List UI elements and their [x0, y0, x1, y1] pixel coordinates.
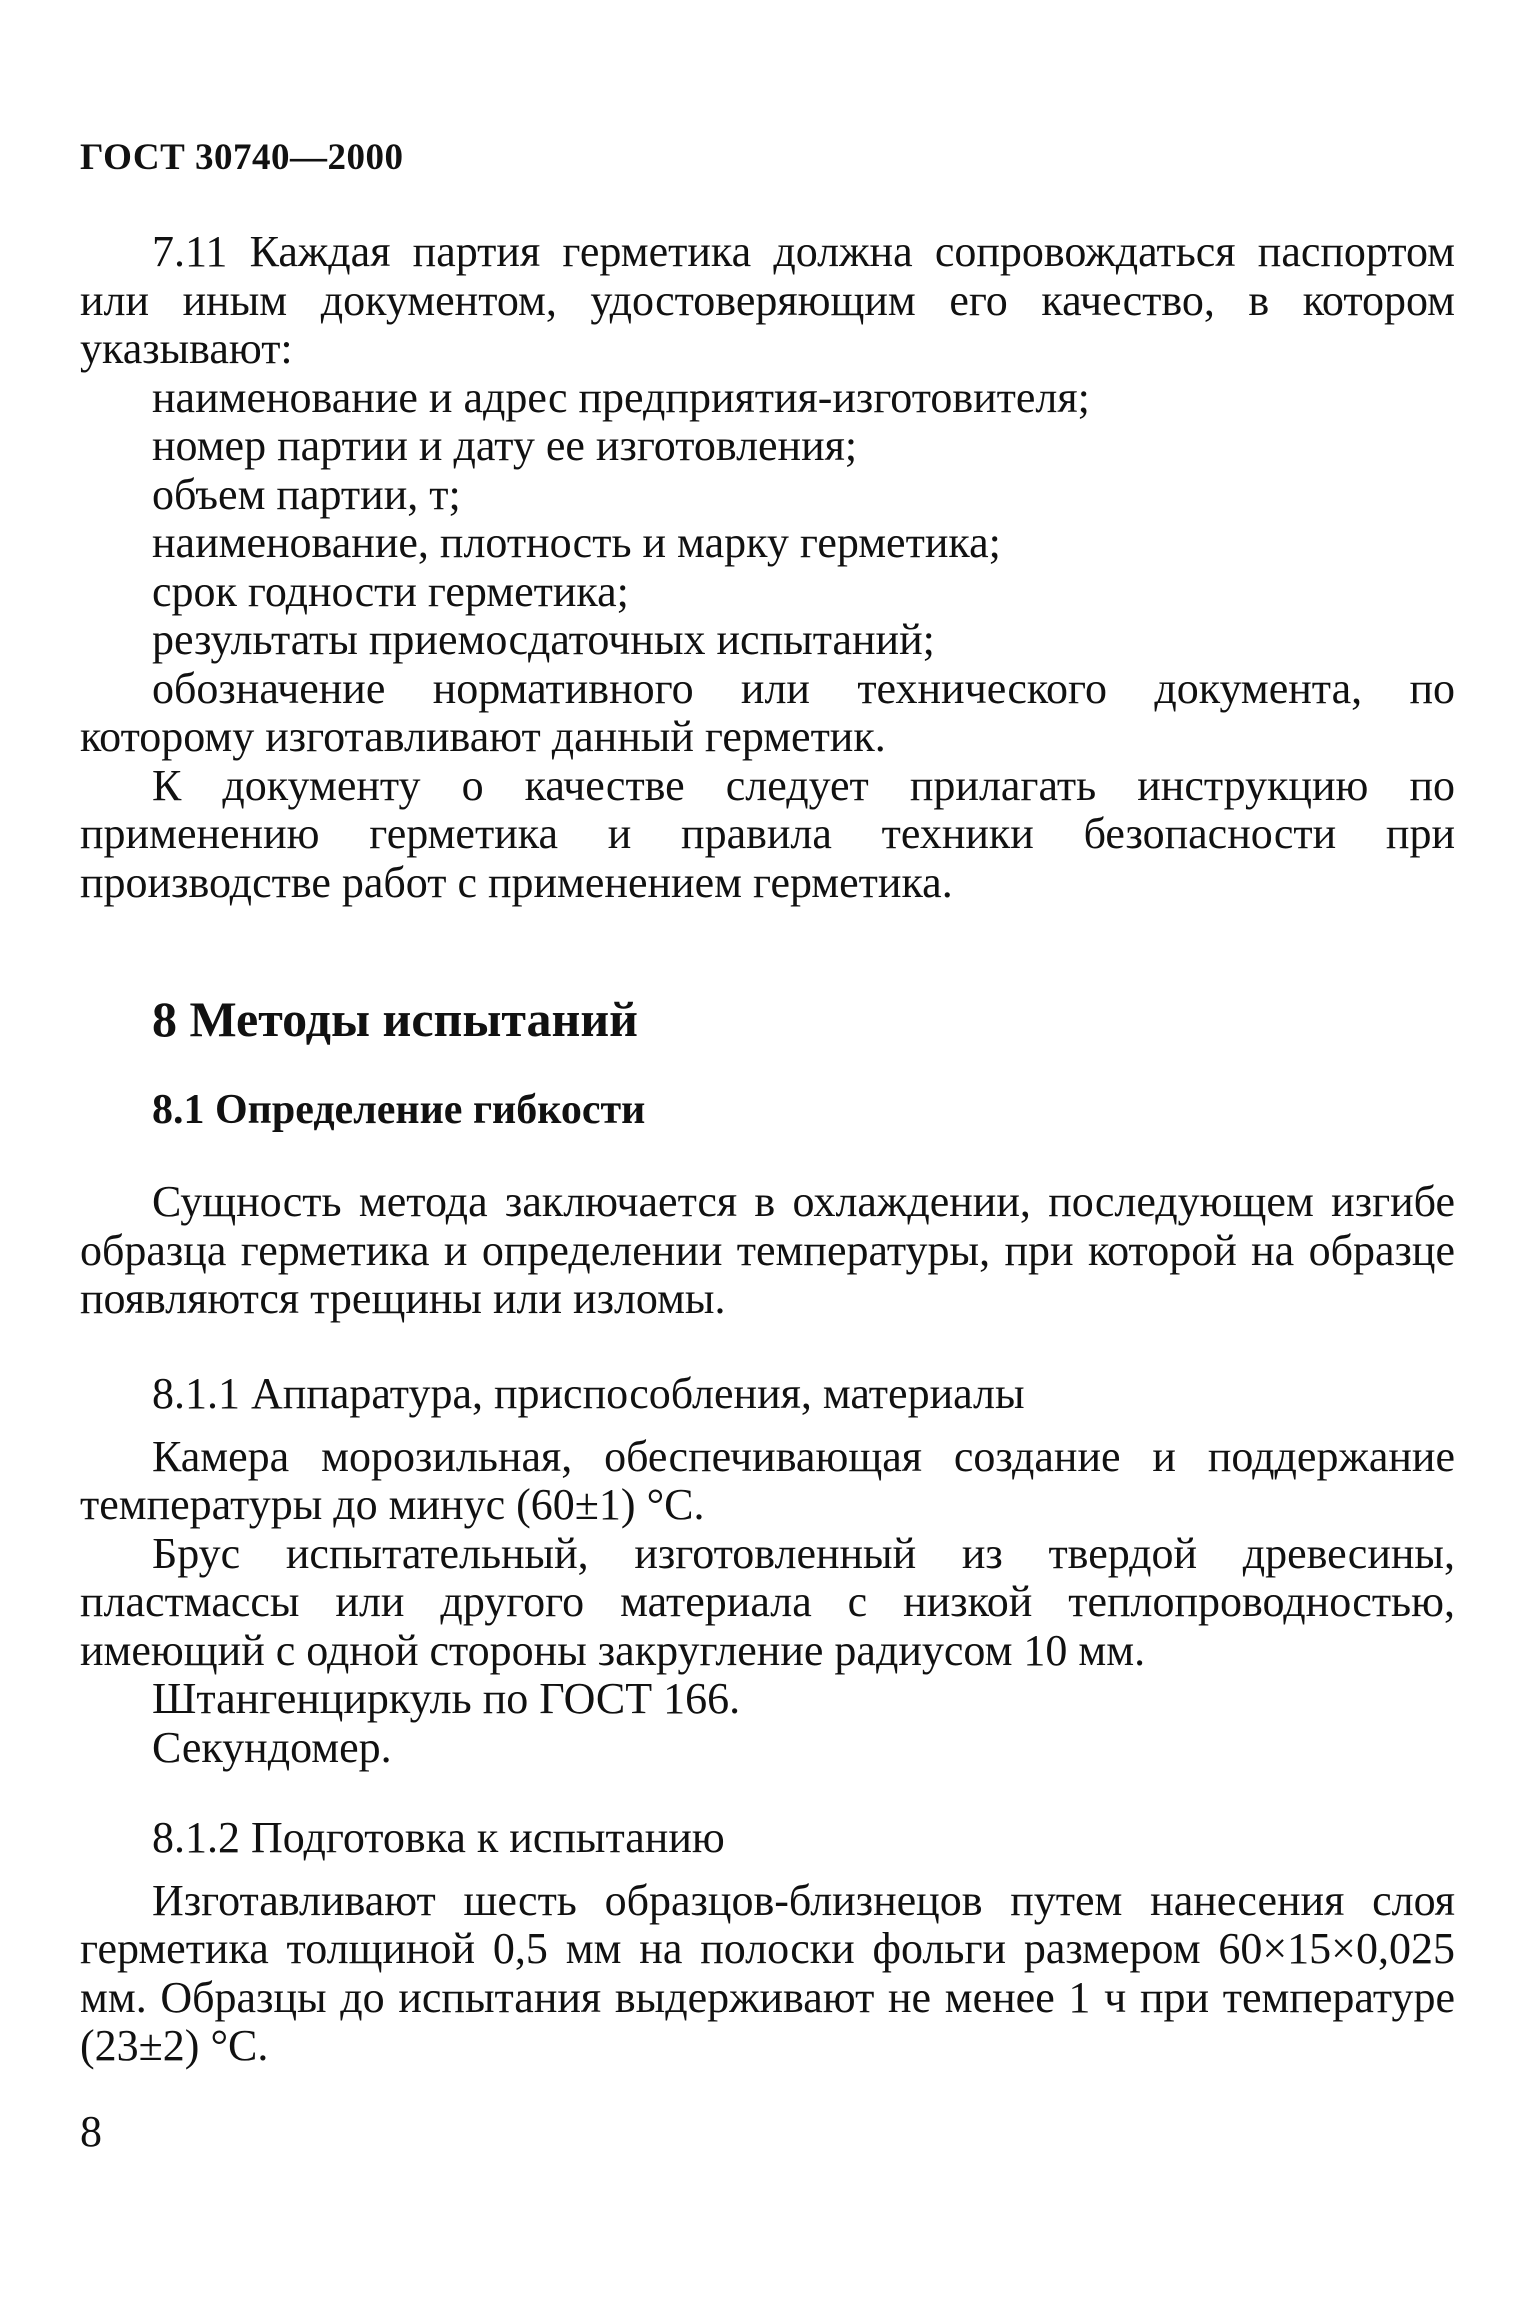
section-8-1-2	[80, 1814, 1455, 2071]
section-7-11-intro: 7.11 Каждая партия герметика должна сопровождаться паспортом или иным документом, удостоверяющим его качество, в котором указывают:	[80, 227, 1455, 373]
list-item: срок годности герметика;	[152, 566, 629, 616]
equipment-item: Секундомер.	[152, 1722, 392, 1772]
section-7-11	[80, 228, 1455, 907]
section-8-1-title: 8.1 Определение гибкости	[152, 1087, 646, 1133]
document-page	[80, 0, 1460, 2320]
list-item: объем партии, т;	[152, 469, 461, 519]
list-item: наименование и адрес предприятия-изготовителя;	[152, 372, 1090, 422]
section-8-1-2-title: 8.1.2 Подготовка к испытанию	[152, 1813, 725, 1862]
method-essence-text: Сущность метода заключается в охлаждении, последующем изгибе образца герметика и определении температуры, при которой на образце появляются трещины или изломы.	[80, 1177, 1455, 1323]
section-8-title: 8 Методы испытаний	[152, 991, 638, 1047]
equipment-item: Штангенциркуль по ГОСТ 166.	[152, 1674, 741, 1723]
sample-preparation-text: Изготавливают шесть образцов-близнецов путем нанесения слоя герметика толщиной 0,5 мм на полоски фольги размером 60×15×0,025 мм. Образцы до испытания выдерживают не менее 1 ч при температуре (23±2) °С.	[80, 1875, 1455, 2070]
list-item: наименование, плотность и марку герметика;	[152, 518, 1001, 567]
equipment-item: Брус испытательный, изготовленный из твердой древесины, пластмассы или другого материала с низкой теплопроводностью, имеющий с одной стороны закругление радиусом 10 мм.	[80, 1528, 1455, 1675]
equipment-item: Камера морозильная, обеспечивающая создание и поддержание температуры до минус (60±1) °С.	[80, 1431, 1455, 1529]
quality-document-note: К документу о качестве следует прилагать инструкцию по применению герметика и правила техники безопасности при производстве работ с применением герметика.	[80, 760, 1455, 907]
passport-contents-list	[80, 374, 1455, 762]
list-item: результаты приемосдаточных испытаний;	[152, 615, 935, 664]
list-item: обозначение нормативного или технического документа, по которому изготавливают данный герметик.	[80, 663, 1455, 761]
section-8-1-1	[80, 1370, 1455, 1772]
page-number: 8	[80, 2107, 102, 2156]
method-essence	[80, 1178, 1455, 1324]
document-code-header: ГОСТ 30740—2000	[80, 137, 404, 178]
list-item: номер партии и дату ее изготовления;	[152, 421, 858, 470]
section-8-1-1-title: 8.1.1 Аппаратура, приспособления, материалы	[152, 1369, 1025, 1418]
